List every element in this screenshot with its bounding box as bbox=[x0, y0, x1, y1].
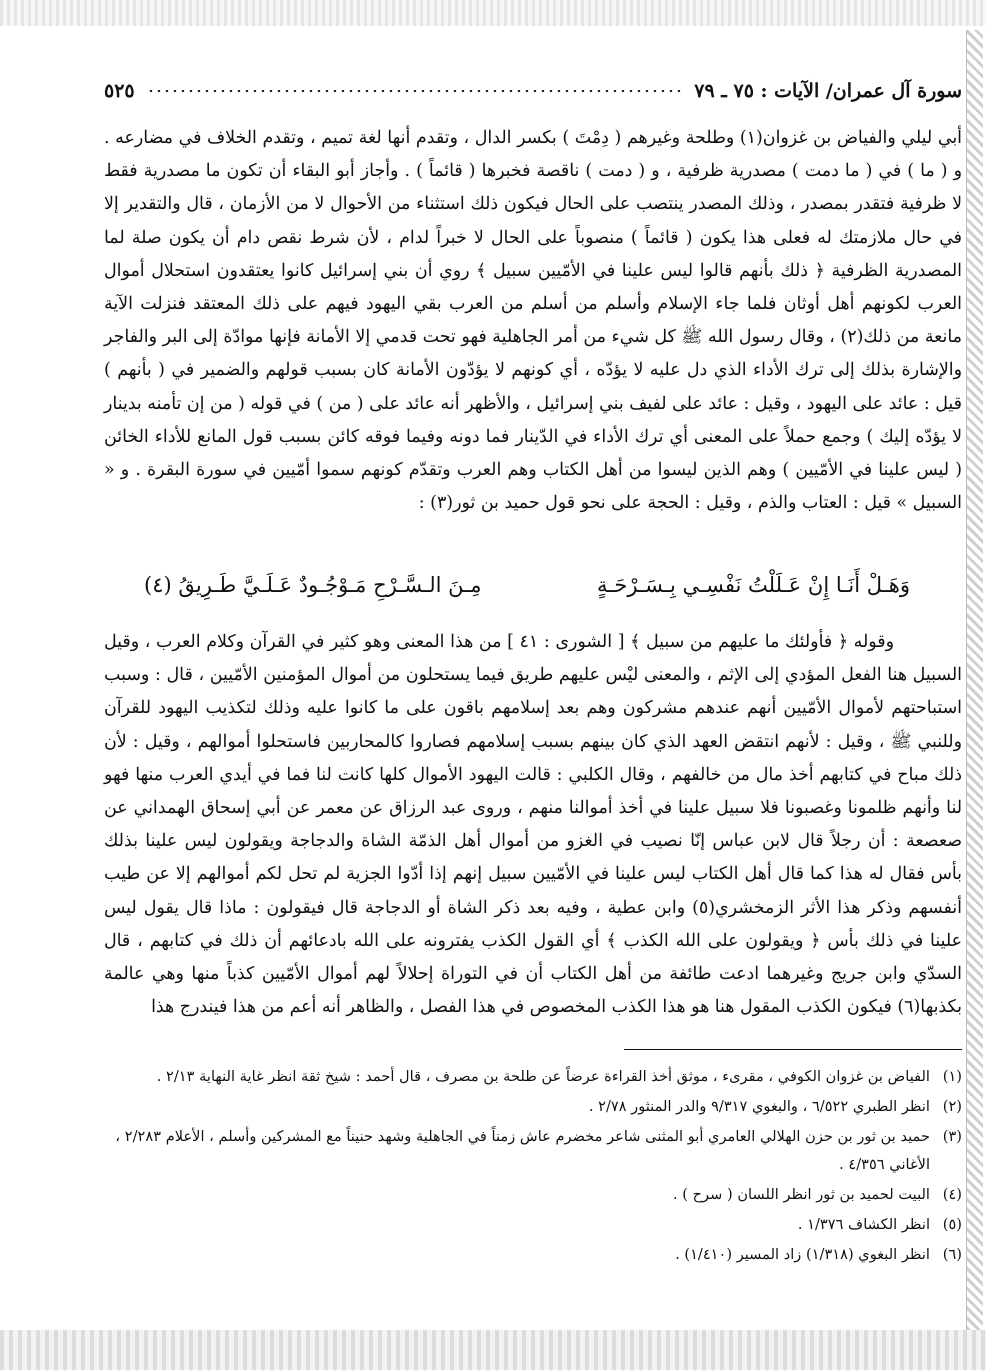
book-binding-edge bbox=[966, 30, 983, 1330]
scan-bottom-edge bbox=[0, 1330, 986, 1370]
footnote-text: انظر البغوي (١/٣١٨) زاد المسير (١/٤١٠) . bbox=[675, 1246, 930, 1264]
footnote-number: (٢) bbox=[942, 1098, 962, 1116]
paragraph: أبي ليلي والفياض بن غزوان(١) وطلحة وغيرهم ( دِمْتَ ) بكسر الدال ، وتقدم أنها لغة تميم ، وتقدم الخلاف في مضارعه . و ( ما ) في ( ما دمت ) مصدرية ظرفية ، و ( دمت ) ناقصة فخبرها ( قائماً ) . وأجاز أبو البقاء أن تكون ما مصدرية فقط لا ظرفية فتقدر بمصدر ، وذلك المصدر ينتصب على الحال فيكون ذلك استثناء من الأحوال لا من الأزمان ، قال والتقدير إلا في حال ملازمتك له فعلى هذا يكون ( قائماً ) منصوباً على الحال لا خبراً لدام ، لأن شرط نقص دام أن يكون صلة لما المصدرية الظرفية ﴿ ذلك بأنهم قالوا ليس علينا في الأمّيين سبيل ﴾ روي أن بني إسرائيل كانوا يعتقدون استحلال أموال العرب لكونهم أهل أوثان فلما جاء الإسلام وأسلم من أسلم من العرب بقي اليهود فيهم على ذلك المعتقد فنزلت الآية مانعة من ذلك(٢) ، وقال رسول الله ﷺ كل شيء من أمر الجاهلية فهو تحت قدمي إلا الأمانة فإنها موادّة إلى البر والفاجر والإشارة بذلك إلى ترك الأداء الذي دل عليه لا يؤدّه ، أي كونهم لا يؤدّون الأمانة كان بسبب قولهم والضمير في ( بأنهم ) قيل : عائد على اليهود ، وقيل : عائد على لفيف بني إسرائيل ، والأظهر أنه عائد على ( من ) في قوله ( من إن تأمنه بدينار لا يؤدّه إليك ) وجمع حملاً على المعنى أي ترك الأداء في الدّينار فما دونه وفيما فوقه كائن بسبب قول المانع للأداء الخائن ( ليس علينا في الأمّيين ) وهم الذين ليسوا من أهل الكتاب وهم العرب وتقدّم كونهم سموا أمّيين في سورة البقرة . و « السبيل » قيل : العتاب والذم ، وقيل : الحجة على نحو قول حميد بن ثور(٣) : bbox=[104, 128, 963, 514]
footnote bbox=[104, 1181, 962, 1208]
footnote bbox=[104, 1123, 962, 1177]
footnote-text: حميد بن ثور بن حزن الهلالي العامري أبو المثنى شاعر مخضرم عاش زمناً في الجاهلية وشهد حنيناً مع المشركين وأسلم ، الأعلام ٢/٢٨٣ ، الأغاني ٤/٣٥٦ . bbox=[115, 1128, 930, 1173]
page bbox=[104, 56, 966, 1330]
verse-left-hemistich: مِـنَ الـسَّـرْحِ مَـوْجُـودٌ عَـلَـيَّ طَـرِيقُ (٤) bbox=[144, 573, 482, 597]
footnote-text: الفياض بن غزوان الكوفي ، مقرىء ، موثق أخذ القراءة عرضاً عن طلحة بن مصرف ، قال أحمد : شيخ ثقة انظر غاية النهاية ٢/١٣ . bbox=[156, 1068, 930, 1085]
scan-top-edge bbox=[0, 0, 986, 26]
footnote-number: (٦) bbox=[942, 1246, 962, 1264]
page-number: ٥٢٥ bbox=[104, 80, 135, 102]
body-text-top bbox=[104, 122, 962, 520]
footnote-text: البيت لحميد بن ثور انظر اللسان ( سرح ) . bbox=[673, 1185, 930, 1203]
running-header bbox=[104, 74, 962, 108]
header-title: سورة آل عمران/ الآيات : ٧٥ ـ ٧٩ bbox=[694, 80, 962, 102]
footnote bbox=[104, 1093, 962, 1120]
footnote-number: (١) bbox=[942, 1068, 962, 1085]
footnote-text: انظر الطبري ٦/٥٢٢ ، والبغوي ٩/٣١٧ والدر المنثور ٢/٧٨ . bbox=[588, 1098, 930, 1116]
footnote-number: (٤) bbox=[942, 1185, 962, 1203]
header-dotted-leader bbox=[147, 90, 683, 92]
body-text-bottom bbox=[104, 626, 962, 1024]
footnote bbox=[104, 1241, 962, 1268]
footnote-separator bbox=[624, 1049, 962, 1050]
footnote-text: انظر الكشاف ١/٣٧٦ . bbox=[797, 1216, 930, 1234]
verse-right-hemistich: وَهَـلْ أَنَـا إِنْ عَـلَلْتُ نَفْسِـي بِـسَـرْحَـةٍ bbox=[596, 573, 910, 597]
footnote-number: (٥) bbox=[942, 1216, 962, 1234]
footnotes bbox=[104, 1063, 962, 1271]
poetry-verse bbox=[144, 567, 910, 603]
footnote-number: (٣) bbox=[942, 1128, 962, 1146]
footnote bbox=[104, 1211, 962, 1238]
paragraph: وقوله ﴿ فأولئك ما عليهم من سبيل ﴾ [ الشورى : ٤١ ] من هذا المعنى وهو كثير في القرآن وكلام العرب ، وقيل السبيل هنا الفعل المؤدي إلى الإثم ، والمعنى ليْس عليهم طريق فيما يستحلون من أموال المؤمنين الأمّيين ، قال : وسبب استباحتهم لأموال الأمّيين أنهم عندهم مشركون وهم بعد إسلامهم باقون على ما كانوا عليه وذلك لتكذيب اليهود للقرآن وللنبي ﷺ ، وقيل : لأنهم انتقض العهد الذي كان بينهم بسبب إسلامهم فصاروا كالمحاربين فاستحلوا أموالهم ، وقيل : لأن ذلك مباح في كتابهم أخذ مال من خالفهم ، وقال الكلبي : قالت اليهود الأموال كلها كانت لنا فما في أيدي العرب منها فهو لنا وأنهم ظلمونا وغصبونا فلا سبيل علينا في أخذ أموالنا منهم ، وروى عبد الرزاق عن معمر عن أبي إسحاق الهمداني عن صعصعة : أن رجلاً قال لابن عباس إنّا نصيب في الغزو من أموال أهل الذمّة الشاة والدجاجة ويقولون ليس علينا بذلك بأس فقال له هذا كما قال أهل الكتاب ليس علينا في الأمّيين سبيل إنهم إذا أدّوا الجزية لم تحل لكم أموالهم إلا عن طيب أنفسهم وذكر هذا الأثر الزمخشري(٥) وابن عطية ، وفيه بعد ذكر الشاة أو الدجاجة قال فيقولون : ماذا قال يقول ليس علينا في ذلك بأس ﴿ ويقولون على الله الكذب ﴾ أي القول الكذب يفترونه على الله بادعائهم أن ذلك في كتابهم ، قال السدّي وابن جريج وغيرهما ادعت طائفة من أهل الكتاب أن في التوراة إحلالاً لهم أموال الأمّيين كذباً منها وهي عالمة بكذبها(٦) فيكون الكذب المقول هنا هو هذا الكذب المخصوص في هذا الفصل ، والظاهر أنه أعم من هذا فيندرج هذا bbox=[104, 632, 962, 1018]
footnote bbox=[104, 1063, 962, 1090]
